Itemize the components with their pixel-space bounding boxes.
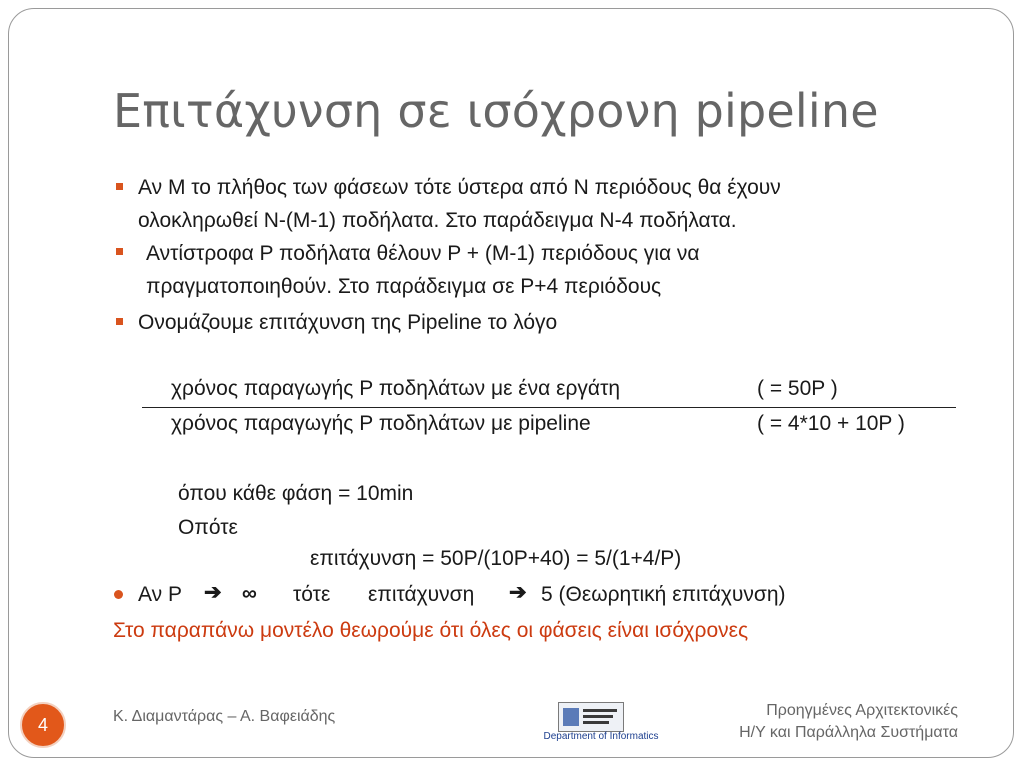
footer-course <box>739 700 958 744</box>
logo-caption: Department of Informatics <box>543 731 659 742</box>
footer-course-line-2: Η/Υ και Παράλληλα Συστήματα <box>739 724 958 741</box>
logo-emblem-icon <box>558 702 624 732</box>
speedup-formula: επιτάχυνση = 50P/(10P+40) = 5/(1+4/P) <box>310 547 682 570</box>
bullet-dot-icon <box>114 590 123 599</box>
page-number: 4 <box>37 714 48 735</box>
bullet-1-line-1: Αν M το πλήθος των φάσεων τότε ύστερα από N περιόδους θα έχουν <box>138 176 781 199</box>
arrow-right-icon: ➔ <box>204 581 222 604</box>
fraction-numerator: χρόνος παραγωγής P ποδηλάτων με ένα εργάτη <box>171 377 621 400</box>
fraction-denominator-value: ( = 4*10 + 10P ) <box>757 412 905 435</box>
bullet-1-line-2: ολοκληρωθεί N-(M-1) ποδήλατα. Στο παράδειγμα N-4 ποδήλατα. <box>138 209 737 232</box>
isochronous-note: Στο παραπάνω μοντέλο θεωρούμε ότι όλες οι φάσεις είναι ισόχρονες <box>113 619 749 642</box>
fraction-numerator-value: ( = 50P ) <box>757 377 838 400</box>
bullet-2-line-1: Αντίστροφα P ποδήλατα θέλουν P + (M-1) περιόδους για να <box>146 242 700 265</box>
limit-text-then: τότε <box>293 583 331 606</box>
bullet-square-icon <box>116 248 123 255</box>
page-number-badge <box>20 702 66 748</box>
limit-text-result: 5 (Θεωρητική επιτάχυνση) <box>541 583 786 606</box>
bullet-square-icon <box>116 183 123 190</box>
slide-title: Επιτάχυνση σε ισόχρονη pipeline <box>113 84 879 138</box>
fraction-divider <box>142 407 956 408</box>
limit-text-speedup: επιτάχυνση <box>368 583 475 606</box>
therefore-text: Οπότε <box>178 516 238 539</box>
bullet-3: Ονομάζουμε επιτάχυνση της Pipeline το λόγο <box>138 311 558 334</box>
bullet-2-line-2: πραγματοποιηθούν. Στο παράδειγμα σε P+4 περιόδους <box>146 275 662 298</box>
fraction-denominator: χρόνος παραγωγής P ποδηλάτων με pipeline <box>171 412 591 435</box>
phase-time-text: όπου κάθε φάση = 10min <box>178 482 414 505</box>
infinity-symbol: ∞ <box>242 582 257 605</box>
footer-authors: Κ. Διαμαντάρας – Α. Βαφειάδης <box>113 708 336 725</box>
arrow-right-icon: ➔ <box>509 581 527 604</box>
bullet-square-icon <box>116 318 123 325</box>
limit-text-if-p: Αν P <box>138 583 182 606</box>
department-logo <box>524 700 678 746</box>
footer-course-line-1: Προηγμένες Αρχιτεκτονικές <box>766 702 958 719</box>
